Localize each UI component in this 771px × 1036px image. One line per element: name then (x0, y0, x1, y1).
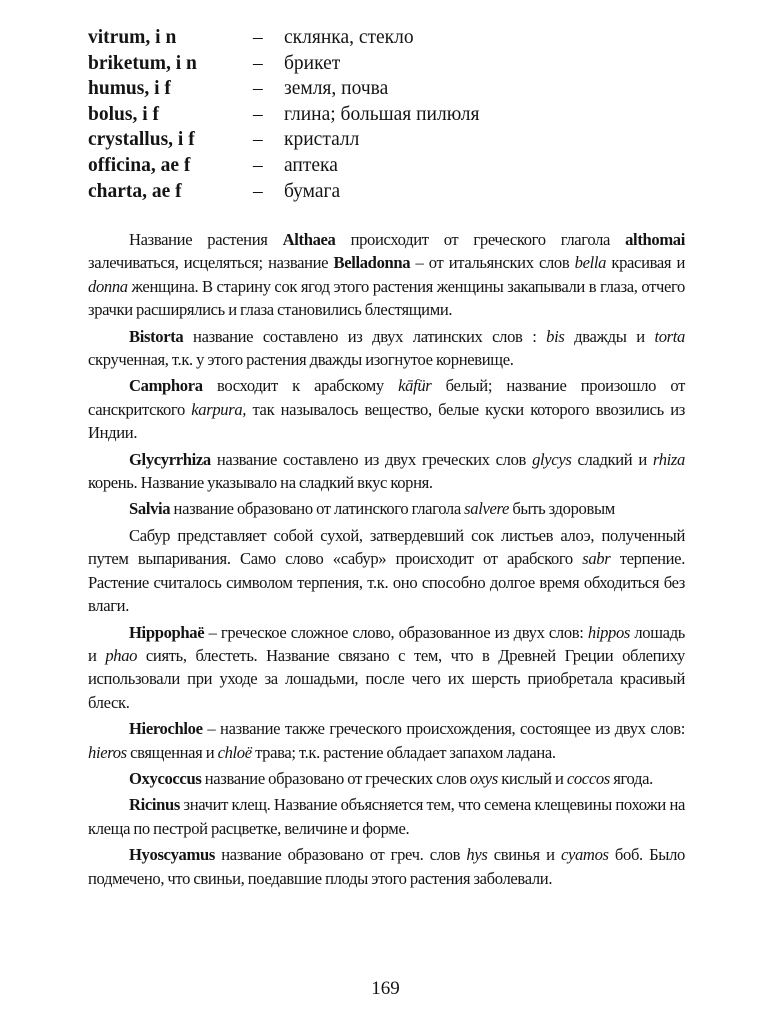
vocab-row (88, 51, 688, 77)
foreign-word: sabr (582, 549, 611, 569)
foreign-word: cyamos (560, 845, 609, 865)
foreign-word: rhiza (652, 449, 685, 469)
vocab-term: crystallus, i f (88, 129, 195, 151)
text-run: происходит от греческого глагола (335, 230, 626, 249)
vocab-term: officina, ae f (88, 154, 191, 176)
foreign-word: kāfür (398, 376, 432, 396)
vocab-row (88, 127, 688, 153)
foreign-word: karpura, (191, 399, 247, 419)
text-run: священная и (126, 742, 218, 762)
foreign-word: coccos (566, 768, 610, 788)
text-run: так называлось вещество, белые куски которого ввозились из Индии. (88, 399, 685, 443)
latin-term: Hippophaë (129, 622, 205, 642)
etymology-text (88, 228, 685, 893)
vocab-term: charta, ae f (88, 180, 182, 202)
page-number: 169 (371, 978, 400, 999)
latin-term: Althaea (282, 230, 336, 249)
text-run: сиять, блестеть. Название связано с тем, что в Древней Греции облепиху использовали при уходе за лошадьми, после чего их шерсть приобретала красивый блеск. (88, 645, 685, 712)
text-run: название образовано от греч. слов (214, 845, 467, 865)
text-run: значит клещ. Название объясняется тем, что семена клещевины похожи на клеща по пестрой расцветке, величине и форме. (88, 795, 685, 838)
vocab-definition: глина; большая пилюля (284, 103, 480, 125)
latin-term: Oxycoccus (129, 768, 202, 788)
paragraph (88, 524, 685, 618)
vocab-row (88, 76, 688, 102)
latin-term: Glycyrrhiza (129, 449, 211, 469)
foreign-word: oxys (469, 768, 498, 788)
latin-term: althomai (625, 230, 685, 249)
vocab-term: bolus, i f (88, 103, 159, 125)
paragraph (88, 228, 685, 322)
text-run: красивая и (606, 253, 685, 273)
latin-term: Bistorta (129, 326, 184, 346)
vocab-row (88, 102, 688, 128)
paragraph (88, 793, 685, 840)
text-run: Название растения (129, 230, 283, 249)
vocab-dash: – (253, 180, 263, 202)
latin-term: Hierochloe (129, 719, 203, 739)
latin-term: Hyoscyamus (129, 845, 215, 865)
vocab-dash: – (253, 103, 263, 125)
text-run: ягода. (609, 768, 653, 788)
foreign-word: chloë (217, 742, 252, 762)
paragraph (88, 717, 685, 764)
vocab-definition: склянка, стекло (284, 27, 414, 48)
vocab-dash: – (253, 129, 263, 151)
text-run: быть здоровым (509, 499, 615, 519)
text-run: боб. Было подмечено, что свиньи, поедавшие плоды этого растения заболевали. (88, 845, 685, 888)
text-run: – греческое сложное слово, образованное из двух слов: (204, 622, 588, 642)
text-run: белый; название произошло от санскритского (88, 376, 685, 419)
paragraph (88, 843, 685, 890)
foreign-word: torta (654, 326, 685, 346)
latin-term: Salvia (129, 499, 171, 519)
text-run: сладкий и (571, 449, 653, 469)
vocab-dash: – (253, 78, 263, 100)
vocab-term: humus, i f (88, 78, 171, 100)
foreign-word: donna (88, 276, 128, 296)
vocab-term: vitrum, i n (88, 27, 177, 48)
foreign-word: phao (105, 645, 138, 665)
latin-term: Camphora (129, 376, 203, 396)
text-run: женщина. В старину сок ягод этого растения женщины закапывали в глаза, отчего зрачки расширялись и глаза становились блестящими. (88, 276, 685, 320)
foreign-word: bis (546, 326, 565, 346)
vocab-definition: бумага (284, 180, 341, 202)
text-run: – название также греческого происхождения, состоящее из двух слов: (202, 719, 685, 739)
text-run: название образовано от греческих слов (201, 768, 470, 788)
vocab-dash: – (253, 52, 263, 74)
paragraph (88, 767, 685, 790)
paragraph (88, 374, 685, 444)
vocab-definition: брикет (284, 52, 341, 74)
text-run: кислый и (497, 768, 567, 788)
text-run: – от итальянских слов (410, 253, 575, 273)
vocab-row (88, 179, 688, 205)
vocab-definition: кристалл (284, 129, 360, 151)
text-run: название составлено из двух латинских слов : (183, 326, 547, 346)
text-run: лошадь и (88, 622, 686, 665)
foreign-word: hys (466, 845, 488, 865)
text-run: восходит к арабскому (202, 376, 399, 396)
text-run: залечиваться, исцеляться; название (88, 253, 334, 273)
foreign-word: bella (574, 253, 607, 273)
foreign-word: glycys (532, 449, 572, 469)
vocab-term: briketum, i n (88, 52, 197, 74)
paragraph (88, 621, 685, 715)
vocab-dash: – (253, 154, 263, 176)
text-run: название образовано от латинского глагола (170, 499, 465, 519)
foreign-word: salvere (464, 499, 510, 519)
vocab-dash: – (253, 27, 263, 48)
latin-term: Belladonna (333, 253, 411, 273)
text-run: скрученная, т.к. у этого растения дважды изогнутое корневище. (88, 350, 514, 370)
paragraph (88, 497, 685, 520)
vocab-definition: аптека (284, 154, 338, 176)
foreign-word: hieros (88, 742, 127, 762)
vocab-definition: земля, почва (284, 78, 389, 100)
vocab-row (88, 153, 688, 179)
paragraph (88, 325, 685, 372)
text-run: название составлено из двух греческих слов (210, 449, 533, 469)
text-run: трава; т.к. растение обладает запахом ладана. (251, 742, 556, 762)
text-run: дважды и (564, 326, 655, 346)
latin-term: Ricinus (129, 795, 181, 815)
text-run: корень. Название указывало на сладкий вкус корня. (88, 473, 433, 493)
paragraph (88, 448, 685, 495)
vocabulary-list (88, 25, 688, 204)
text-run: Сабур представляет собой сухой, затвердевший сок листьев алоэ, полученный путем выпаривания. Само слово «сабур» происходит от арабского (88, 525, 685, 569)
text-run: свинья и (487, 845, 561, 865)
vocab-row (88, 25, 688, 51)
text-run: терпение. Растение считалось символом терпения, т.к. оно способно долгое время обходиться без влаги. (88, 549, 685, 616)
foreign-word: hippos (587, 622, 631, 642)
